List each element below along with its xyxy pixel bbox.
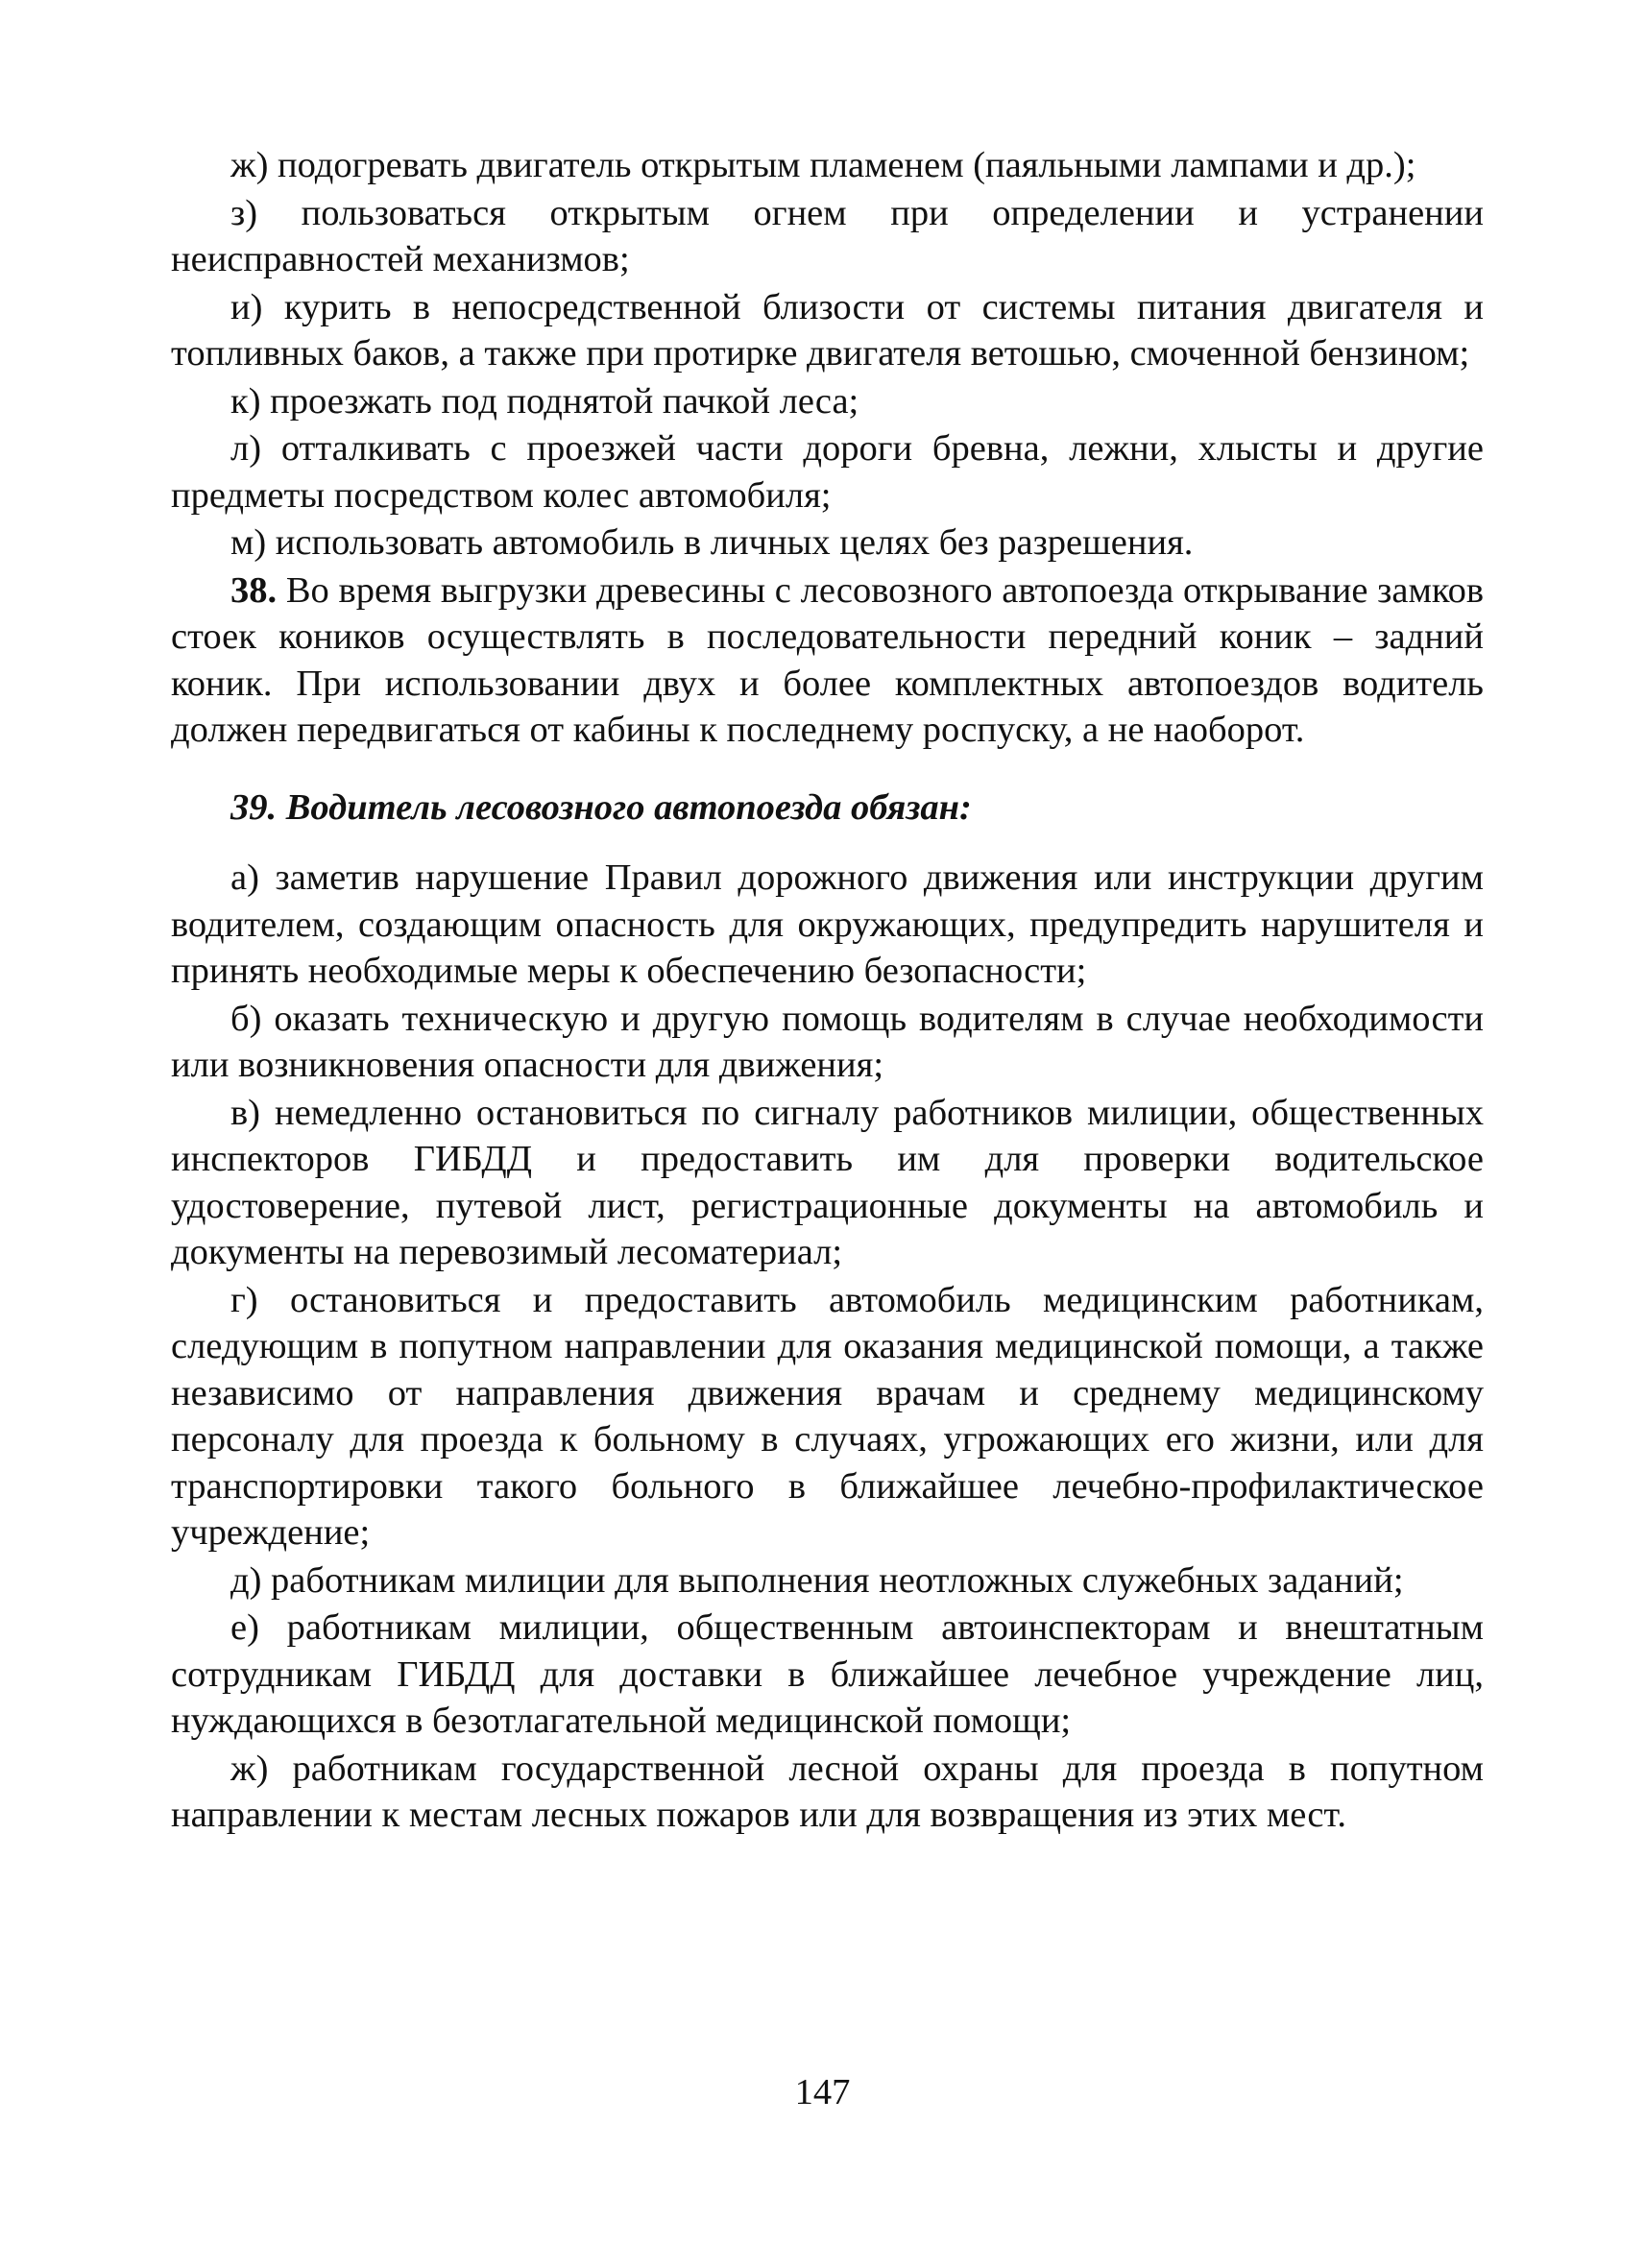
list-item-zh-prohibited: ж) подогревать двигатель открытым пламенем (паяльными лампами и др.); [230,145,1416,185]
list-item-l-prohibited: л) отталкивать с проезжей части дороги бревна, лежни, хлысты и другие предметы посредством колес автомобиля; [171,428,1484,516]
list-item-zh-duty: ж) работникам государственной лесной охраны для проезда в попутном направлении к местам лесных пожаров или для возвращения из этих мест. [171,1748,1484,1835]
list-item-i-prohibited: и) курить в непосредственной близости от системы питания двигателя и топливных баков, а также при протирке двигателя ветошью, смоченной бензином; [171,286,1484,374]
list-item-b-duty: б) оказать техническую и другую помощь водителям в случае необходимости или возникновения опасности для движения; [171,998,1484,1085]
list-item-d-duty: д) работникам милиции для выполнения неотложных служебных заданий; [230,1559,1404,1601]
list-item-a-duty: а) заметив нарушение Правил дорожного движения или инструкции другим водителем, создающим опасность для окружающих, предупредить нарушителя и принять необходимые меры к обеспечению безопасности; [171,857,1484,991]
list-item-e-duty: е) работникам милиции, общественным автоинспекторам и внештатным сотрудникам ГИБДД для доставки в ближайшее лечебное учреждение лиц, нуждающихся в безотлагательной медицинской помощи; [171,1607,1484,1741]
list-item-g-duty: г) остановиться и предоставить автомобиль медицинским работникам, следующим в попутном направлении для оказания медицинской помощи, а также независимо от направления движения врачам и среднему медицинскому персоналу для проезда к больному в случаях, угрожающих его жизни, или для транспортировки такого больного в ближайшее лечебно-профилактическое учреждение; [171,1279,1484,1553]
list-item-k-prohibited: к) проезжать под поднятой пачкой леса; [230,380,859,422]
section-39-heading: 39. Водитель лесовозного автопоезда обязан: [230,786,972,828]
page-body [171,142,1484,1839]
list-item-m-prohibited: м) использовать автомобиль в личных целях без разрешения. [230,522,1194,563]
section-38-text: Во время выгрузки древесины с лесовозного автопоезда открывание замков стоек коников осуществлять в последовательности передний коник – задний коник. При использовании двух и более комплектных автопоездов водитель должен передвигаться от кабины к последнему роспуску, а не наоборот. [171,569,1484,750]
page-number: 147 [794,2072,851,2112]
list-item-v-duty: в) немедленно остановиться по сигналу работников милиции, общественных инспекторов ГИБДД и предоставить им для проверки водительское удостоверение, путевой лист, регистрационные документы на автомобиль и документы на перевозимый лесоматериал; [171,1092,1484,1272]
section-38-number: 38. [230,569,278,611]
list-item-z-prohibited: з) пользоваться открытым огнем при определении и устранении неисправностей механизмов; [171,192,1484,279]
section-38-paragraph [171,567,1484,754]
